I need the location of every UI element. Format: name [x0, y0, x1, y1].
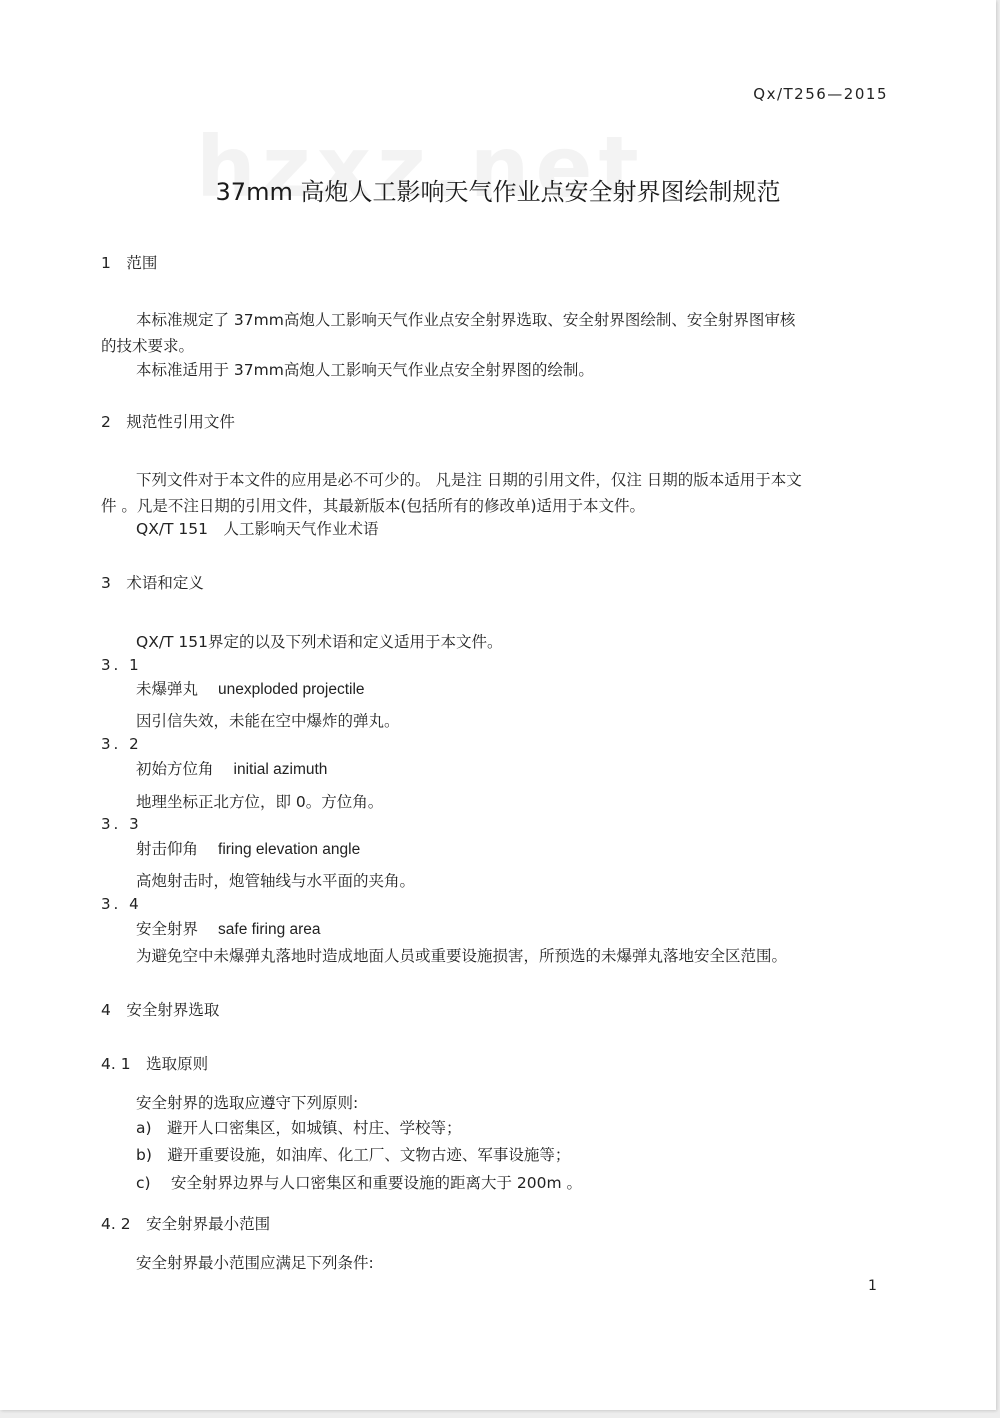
section-3-heading: 3 术语和定义	[101, 574, 204, 592]
s4-1-item-a: a) 避开人口密集区，如城镇、村庄、学校等；	[136, 1119, 462, 1137]
s2-paragraph-line-1: 下列文件对于本文件的应用是必不可少的。 凡是注 日期的引用文件，仅注 日期的版本适用于本文	[136, 471, 802, 489]
s4-1-item-c: c) 安全射界边界与人口密集区和重要设施的距离大于 200m 。	[136, 1174, 583, 1192]
page-number: 1	[868, 1278, 877, 1294]
term-3-4-definition: 为避免空中未爆弹丸落地时造成地面人员或重要设施损害，所预选的未爆弹丸落地安全区范围。	[136, 947, 788, 965]
term-3-2-zh: 初始方位角	[136, 760, 214, 778]
subsection-4-2-heading: 4. 2 安全射界最小范围	[101, 1215, 271, 1233]
s4-1-item-b: b) 避开重要设施，如油库、化工厂、文物古迹、军事设施等；	[136, 1146, 571, 1164]
document-code: Qx/T256—2015	[753, 85, 888, 103]
s2-normative-reference: QX/T 151 人工影响天气作业术语	[136, 520, 379, 538]
s1-paragraph-1-line-1: 本标准规定了 37mm高炮人工影响天气作业点安全射界选取、安全射界图绘制、安全射界图审核	[136, 311, 796, 329]
term-3-3-definition: 高炮射击时，炮管轴线与水平面的夹角。	[136, 872, 416, 890]
term-3-4-number: 3. 4	[101, 895, 142, 913]
s4-2-intro: 安全射界最小范围应满足下列条件:	[136, 1254, 374, 1272]
term-3-4-en: safe firing area	[218, 921, 321, 938]
section-2-heading: 2 规范性引用文件	[101, 413, 235, 431]
term-3-1-zh: 未爆弹丸	[136, 680, 199, 698]
term-3-1-label	[136, 677, 365, 699]
term-3-3-label	[136, 837, 360, 859]
term-3-2-number: 3. 2	[101, 735, 142, 753]
page-title: 37mm 高炮人工影响天气作业点安全射界图绘制规范	[215, 178, 781, 206]
s1-paragraph-1-line-2: 的技术要求。	[101, 337, 195, 355]
term-3-2-definition: 地理坐标正北方位，即 0。方位角。	[136, 793, 384, 811]
section-4-heading: 4 安全射界选取	[101, 1001, 220, 1019]
s2-paragraph-line-2: 件 。凡是不注日期的引用文件，其最新版本(包括所有的修改单)适用于本文件。	[101, 497, 646, 515]
term-3-3-number: 3. 3	[101, 815, 142, 833]
term-3-4-label	[136, 917, 321, 939]
term-3-3-zh: 射击仰角	[136, 840, 199, 858]
s1-paragraph-2: 本标准适用于 37mm高炮人工影响天气作业点安全射界图的绘制。	[136, 361, 594, 379]
term-3-2-en: initial azimuth	[233, 761, 328, 778]
term-3-2-label	[136, 757, 327, 779]
section-1-heading: 1 范围	[101, 254, 158, 272]
term-3-1-en: unexploded projectile	[218, 681, 365, 698]
term-3-1-number: 3. 1	[101, 656, 142, 674]
s3-intro: QX/T 151界定的以及下列术语和定义适用于本文件。	[136, 633, 503, 651]
term-3-3-en: firing elevation angle	[218, 841, 361, 858]
subsection-4-1-heading: 4. 1 选取原则	[101, 1055, 209, 1073]
term-3-4-zh: 安全射界	[136, 920, 199, 938]
s4-1-intro: 安全射界的选取应遵守下列原则:	[136, 1094, 359, 1112]
term-3-1-definition: 因引信失效，未能在空中爆炸的弹丸。	[136, 712, 400, 730]
